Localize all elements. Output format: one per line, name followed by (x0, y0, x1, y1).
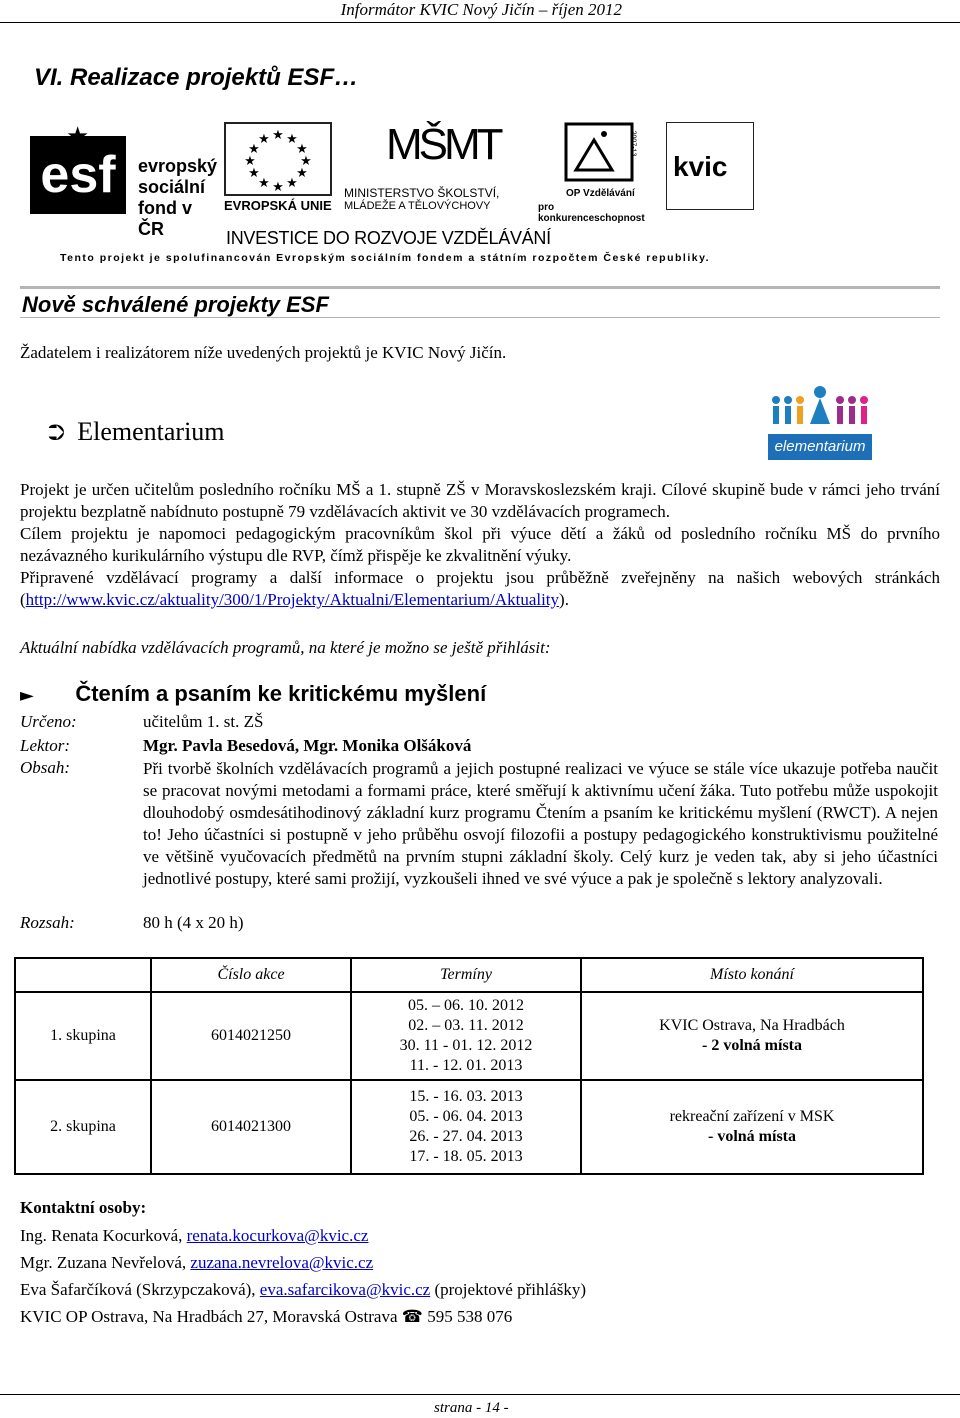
contact-1-name: Ing. Renata Kocurková, (20, 1226, 187, 1245)
msmt-line-2: MLÁDEŽE A TĚLOVÝCHOVY (344, 200, 491, 212)
elementarium-logo (768, 384, 872, 460)
contact-3 (20, 1280, 586, 1300)
op-line-2: pro konkurenceschopnost (538, 202, 645, 224)
lektor-label: Lektor: (20, 736, 71, 755)
kvic-logo (666, 122, 754, 210)
elementarium-logo-text: elementarium (768, 434, 872, 460)
date-item: 17. - 18. 05. 2013 (409, 1148, 523, 1165)
header-place: Místo konání (581, 958, 923, 992)
msmt-logo (344, 120, 534, 214)
date-item: 05. - 06. 04. 2013 (409, 1108, 523, 1125)
bullet-arrow-icon: ► (20, 685, 34, 706)
date-item: 05. – 06. 10. 2012 (408, 997, 524, 1014)
project-heading (48, 416, 225, 450)
msmt-mark: MŠMT (386, 120, 500, 169)
office-address: KVIC OP Ostrava, Na Hradbách 27, Moravská Ostrava (20, 1307, 402, 1326)
esf-logo (30, 122, 218, 239)
lektor-value: Mgr. Pavla Besedová, Mgr. Monika Olšáková (143, 736, 472, 755)
link-close: ). (559, 590, 569, 609)
svg-text:★: ★ (296, 142, 308, 157)
group-cell: 2. skupina (15, 1080, 151, 1174)
op-line-1: OP Vzdělávání (566, 188, 635, 199)
page-number: strana - 14 - (434, 1400, 509, 1416)
project-name: Elementarium (77, 417, 225, 446)
contact-1 (20, 1226, 368, 1246)
header-dates: Termíny (351, 958, 581, 992)
op-years: 2007-13 (629, 130, 637, 157)
contacts-heading: Kontaktní osoby: (20, 1198, 147, 1217)
group-cell: 1. skupina (15, 992, 151, 1080)
eu-caption: EVROPSKÁ UNIE (224, 198, 332, 213)
place-cell (581, 1080, 923, 1174)
svg-text:★: ★ (272, 128, 284, 143)
esf-line-2: sociální (138, 177, 206, 197)
place-note: - volná místa (708, 1128, 796, 1145)
header-code: Číslo akce (151, 958, 351, 992)
place-name: rekreační zařízení v MSK (669, 1108, 835, 1125)
project-paragraph-3-text: Připravené vzdělávací programy a další informace o projektu jsou průběžně zveřejněny na našich webových stránkách (20, 568, 940, 587)
running-header: Informátor KVIC Nový Jičín – říjen 2012 (340, 0, 622, 19)
contact-2-email-link[interactable]: zuzana.nevrelova@kvic.cz (190, 1253, 374, 1272)
rozsah-value: 80 h (4 x 20 h) (143, 913, 244, 932)
project-link[interactable]: http://www.kvic.cz/aktuality/300/1/Projekty/Aktualni/Elementarium/Aktuality (25, 590, 560, 609)
place-cell (581, 992, 923, 1080)
svg-text:★: ★ (248, 142, 260, 157)
contact-3-name: Eva Šafarčíková (Skrzypczaková), (20, 1280, 260, 1299)
header-blank (15, 958, 151, 992)
svg-text:★: ★ (286, 132, 298, 147)
table-row (15, 1080, 923, 1174)
kvic-mark: kvic (673, 151, 728, 182)
course-heading (20, 680, 486, 710)
esf-logo-mark: esf (30, 136, 126, 214)
phone-icon: ☎ (401, 1307, 423, 1327)
rozsah-label: Rozsah: (20, 913, 75, 932)
intro-text: Žadatelem i realizátorem níže uvedených projektů je KVIC Nový Jičín. (20, 343, 507, 362)
msmt-line-1: MINISTERSTVO ŠKOLSTVÍ, (344, 186, 500, 200)
esf-line-1: evropský (138, 156, 218, 176)
obsah-value: Při tvorbě školních vzdělávacích programů a jejich postupné realizaci ve výuce se stále více ukazuje potřeba naučit se pracovat novými metodami a formami práce, které směřují k aktivnímu učení žáka. Tuto potřebu může uspokojit dlouhodobý osmdesátihodinový základní kurz programu Čtením a psaním ke kritickému myšlení (RWCT). A nejen to! Jeho účastníci si postupně v jeho průběhu osvojí filozofii a postupy pedagogického konstruktivismu použitelné ve většině vyučovacích předmětů na prvním stupni základní školy. Celý kurz je veden tak, aby si jeho účastníci jednotlivé postupy, které sami prožijí, vyzkoušeli ihned ve své výuce a pak je společně s lektory analyzovali. (143, 759, 938, 888)
footer-rule (0, 1394, 960, 1395)
office-contact (20, 1307, 512, 1327)
contact-2-name: Mgr. Zuzana Nevřelová, (20, 1253, 191, 1272)
urceno-label: Určeno: (20, 712, 77, 731)
svg-text:★: ★ (258, 176, 270, 191)
project-paragraph-2: Cílem projektu je napomoci pedagogickým pracovníkům škol při výuce dětí a žáků od posledního ročníku MŠ do prvního nezávazného kurikulárního výstupu dle RVP, čímž přispěje ke zkvalitnění výuky. (20, 524, 940, 565)
place-note: - 2 volná místa (702, 1037, 802, 1054)
code-cell: 6014021250 (151, 992, 351, 1080)
dates-cell (351, 992, 581, 1080)
svg-text:★: ★ (248, 166, 260, 181)
date-item: 02. – 03. 11. 2012 (408, 1017, 524, 1034)
svg-text:★: ★ (244, 154, 256, 169)
obsah-label: Obsah: (20, 758, 71, 777)
course-title: Čtením a psaním ke kritickému myšlení (75, 681, 487, 706)
op-logo (538, 120, 662, 224)
svg-text:★: ★ (296, 166, 308, 181)
place-name: KVIC Ostrava, Na Hradbách (659, 1017, 845, 1034)
urceno-value: učitelům 1. st. ZŠ (143, 712, 264, 731)
date-item: 26. - 27. 04. 2013 (409, 1128, 523, 1145)
office-phone: 595 538 076 (422, 1307, 513, 1326)
contact-3-email-link[interactable]: eva.safarcikova@kvic.cz (259, 1280, 431, 1299)
section-title: VI. Realizace projektů ESF… (34, 64, 359, 91)
contact-1-email-link[interactable]: renata.kocurkova@kvic.cz (186, 1226, 369, 1245)
svg-text:★: ★ (286, 176, 298, 191)
table-header-row (15, 958, 923, 992)
svg-text:★: ★ (300, 154, 312, 169)
eu-flag-logo (224, 122, 332, 196)
header-rule (0, 22, 960, 23)
cofinance-note: Tento projekt je spolufinancován Evropským sociálním fondem a státním rozpočtem České republiky. (60, 252, 711, 264)
date-item: 30. 11 - 01. 12. 2012 (399, 1037, 533, 1054)
esf-star-icon: ★ (66, 122, 90, 151)
date-item: 11. - 12. 01. 2013 (409, 1057, 523, 1074)
project-paragraph-3 (20, 567, 940, 611)
date-item: 15. - 16. 03. 2013 (409, 1088, 523, 1105)
offer-line: Aktuální nabídka vzdělávacích programů, na které je možno se ještě přihlásit: (20, 638, 551, 657)
code-cell: 6014021300 (151, 1080, 351, 1174)
contact-2 (20, 1253, 373, 1273)
esf-line-3: fond v ČR (138, 198, 192, 239)
link-open: ( (20, 590, 26, 609)
schedule-table (14, 957, 924, 1175)
svg-text:★: ★ (258, 132, 270, 147)
table-row (15, 992, 923, 1080)
dates-cell (351, 1080, 581, 1174)
investice-banner: INVESTICE DO ROZVOJE VZDĚLÁVÁNÍ (226, 228, 551, 248)
esf-logo-text (138, 156, 217, 240)
subheading: Nově schválené projekty ESF (22, 292, 329, 317)
eu-stars-icon (226, 124, 330, 194)
op-triangle-icon (564, 122, 637, 182)
project-paragraph-1: Projekt je určen učitelům posledního ročníku MŠ a 1. stupně ZŠ v Moravskoslezském kraji. Cílové skupině bude v rámci jeho trvání projektu bezplatně nabídnuto postupně 79 vzdělávacích aktivit ve 30 vzdělávacích programech. (20, 480, 940, 521)
svg-text:★: ★ (272, 180, 284, 194)
arrow-right-icon: ⮊ (48, 421, 65, 446)
children-figures-icon (768, 384, 872, 432)
contact-3-note: (projektové přihlášky) (430, 1280, 587, 1299)
